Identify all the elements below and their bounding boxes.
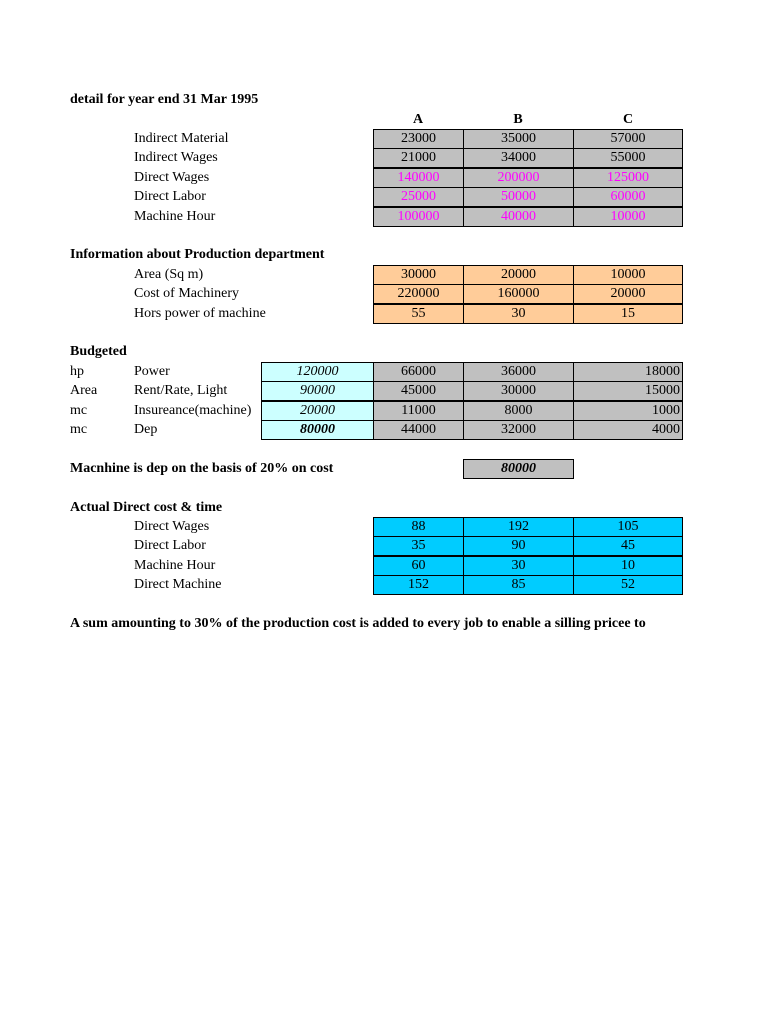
footer-note: A sum amounting to 30% of the production cost is added to every job to enable a silling pricee to	[70, 616, 646, 631]
budgeted-cell[interactable]: 8000	[463, 401, 574, 421]
column-header-c: C	[622, 112, 634, 127]
budgeted-cell[interactable]: 1000	[573, 401, 683, 421]
detail-cell[interactable]: 35000	[463, 129, 574, 149]
detail-cell[interactable]: 21000	[373, 148, 464, 168]
column-header-a: A	[412, 112, 424, 127]
production-label-area: Area (Sq m)	[134, 267, 204, 282]
budgeted-total-cell[interactable]: 90000	[261, 381, 374, 401]
sheet-title: detail for year end 31 Mar 1995	[70, 92, 259, 107]
detail-cell[interactable]: 23000	[373, 129, 464, 149]
detail-label-direct-labor: Direct Labor	[134, 189, 206, 204]
production-cell[interactable]: 20000	[573, 284, 683, 304]
detail-cell-highlight[interactable]: 100000	[373, 207, 464, 227]
production-cell[interactable]: 20000	[463, 265, 574, 285]
budgeted-label-power: Power	[134, 364, 170, 379]
detail-cell-highlight[interactable]: 25000	[373, 187, 464, 207]
actual-label-direct-labor: Direct Labor	[134, 538, 206, 553]
budgeted-heading: Budgeted	[70, 344, 127, 359]
budgeted-total-cell[interactable]: 80000	[261, 420, 374, 440]
production-cell[interactable]: 30000	[373, 265, 464, 285]
detail-cell-highlight[interactable]: 50000	[463, 187, 574, 207]
production-cell[interactable]: 55	[373, 304, 464, 324]
actual-cell[interactable]: 90	[463, 536, 574, 556]
budgeted-cell[interactable]: 44000	[373, 420, 464, 440]
detail-label-indirect-wages: Indirect Wages	[134, 150, 218, 165]
production-label-horse-power: Hors power of machine	[134, 306, 266, 321]
actual-label-machine-hour: Machine Hour	[134, 558, 216, 573]
actual-label-direct-machine: Direct Machine	[134, 577, 222, 592]
column-header-b: B	[513, 112, 523, 127]
budgeted-cell[interactable]: 32000	[463, 420, 574, 440]
budgeted-cell[interactable]: 45000	[373, 381, 464, 401]
budgeted-code: mc	[70, 403, 88, 418]
detail-label-direct-wages: Direct Wages	[134, 170, 210, 185]
detail-cell-highlight[interactable]: 10000	[573, 207, 683, 227]
detail-cell-highlight[interactable]: 200000	[463, 168, 574, 188]
actual-cell[interactable]: 152	[373, 575, 464, 595]
detail-cell-highlight[interactable]: 60000	[573, 187, 683, 207]
budgeted-code: mc	[70, 422, 88, 437]
budgeted-cell[interactable]: 36000	[463, 362, 574, 382]
budgeted-cell[interactable]: 66000	[373, 362, 464, 382]
actual-cell[interactable]: 45	[573, 536, 683, 556]
detail-cell[interactable]: 57000	[573, 129, 683, 149]
actual-cell[interactable]: 88	[373, 517, 464, 537]
actual-cell[interactable]: 35	[373, 536, 464, 556]
detail-cell-highlight[interactable]: 125000	[573, 168, 683, 188]
actual-cell[interactable]: 85	[463, 575, 574, 595]
budgeted-code: Area	[70, 383, 98, 398]
production-cell[interactable]: 220000	[373, 284, 464, 304]
production-heading: Information about Production department	[70, 247, 325, 262]
production-cell[interactable]: 160000	[463, 284, 574, 304]
production-cell[interactable]: 30	[463, 304, 574, 324]
detail-label-indirect-material: Indirect Material	[134, 131, 229, 146]
budgeted-code: hp	[70, 364, 84, 379]
depreciation-value-cell[interactable]: 80000	[463, 459, 574, 479]
detail-cell-highlight[interactable]: 40000	[463, 207, 574, 227]
actual-heading: Actual Direct cost & time	[70, 500, 223, 515]
actual-cell[interactable]: 60	[373, 556, 464, 576]
detail-label-machine-hour: Machine Hour	[134, 209, 216, 224]
budgeted-cell[interactable]: 4000	[573, 420, 683, 440]
budgeted-cell[interactable]: 30000	[463, 381, 574, 401]
budgeted-cell[interactable]: 18000	[573, 362, 683, 382]
actual-cell[interactable]: 192	[463, 517, 574, 537]
actual-cell[interactable]: 52	[573, 575, 683, 595]
budgeted-cell[interactable]: 11000	[373, 401, 464, 421]
production-cell[interactable]: 10000	[573, 265, 683, 285]
budgeted-label-insurance: Insureance(machine)	[134, 403, 252, 418]
depreciation-text: Macnhine is dep on the basis of 20% on cost	[70, 461, 334, 476]
detail-cell[interactable]: 34000	[463, 148, 574, 168]
budgeted-total-cell[interactable]: 120000	[261, 362, 374, 382]
budgeted-label-rent: Rent/Rate, Light	[134, 383, 228, 398]
actual-cell[interactable]: 30	[463, 556, 574, 576]
production-cell[interactable]: 15	[573, 304, 683, 324]
actual-label-direct-wages: Direct Wages	[134, 519, 210, 534]
production-label-cost-of-machinery: Cost of Machinery	[134, 286, 239, 301]
actual-cell[interactable]: 10	[573, 556, 683, 576]
budgeted-cell[interactable]: 15000	[573, 381, 683, 401]
detail-cell-highlight[interactable]: 140000	[373, 168, 464, 188]
budgeted-label-dep: Dep	[134, 422, 158, 437]
actual-cell[interactable]: 105	[573, 517, 683, 537]
detail-cell[interactable]: 55000	[573, 148, 683, 168]
budgeted-total-cell[interactable]: 20000	[261, 401, 374, 421]
